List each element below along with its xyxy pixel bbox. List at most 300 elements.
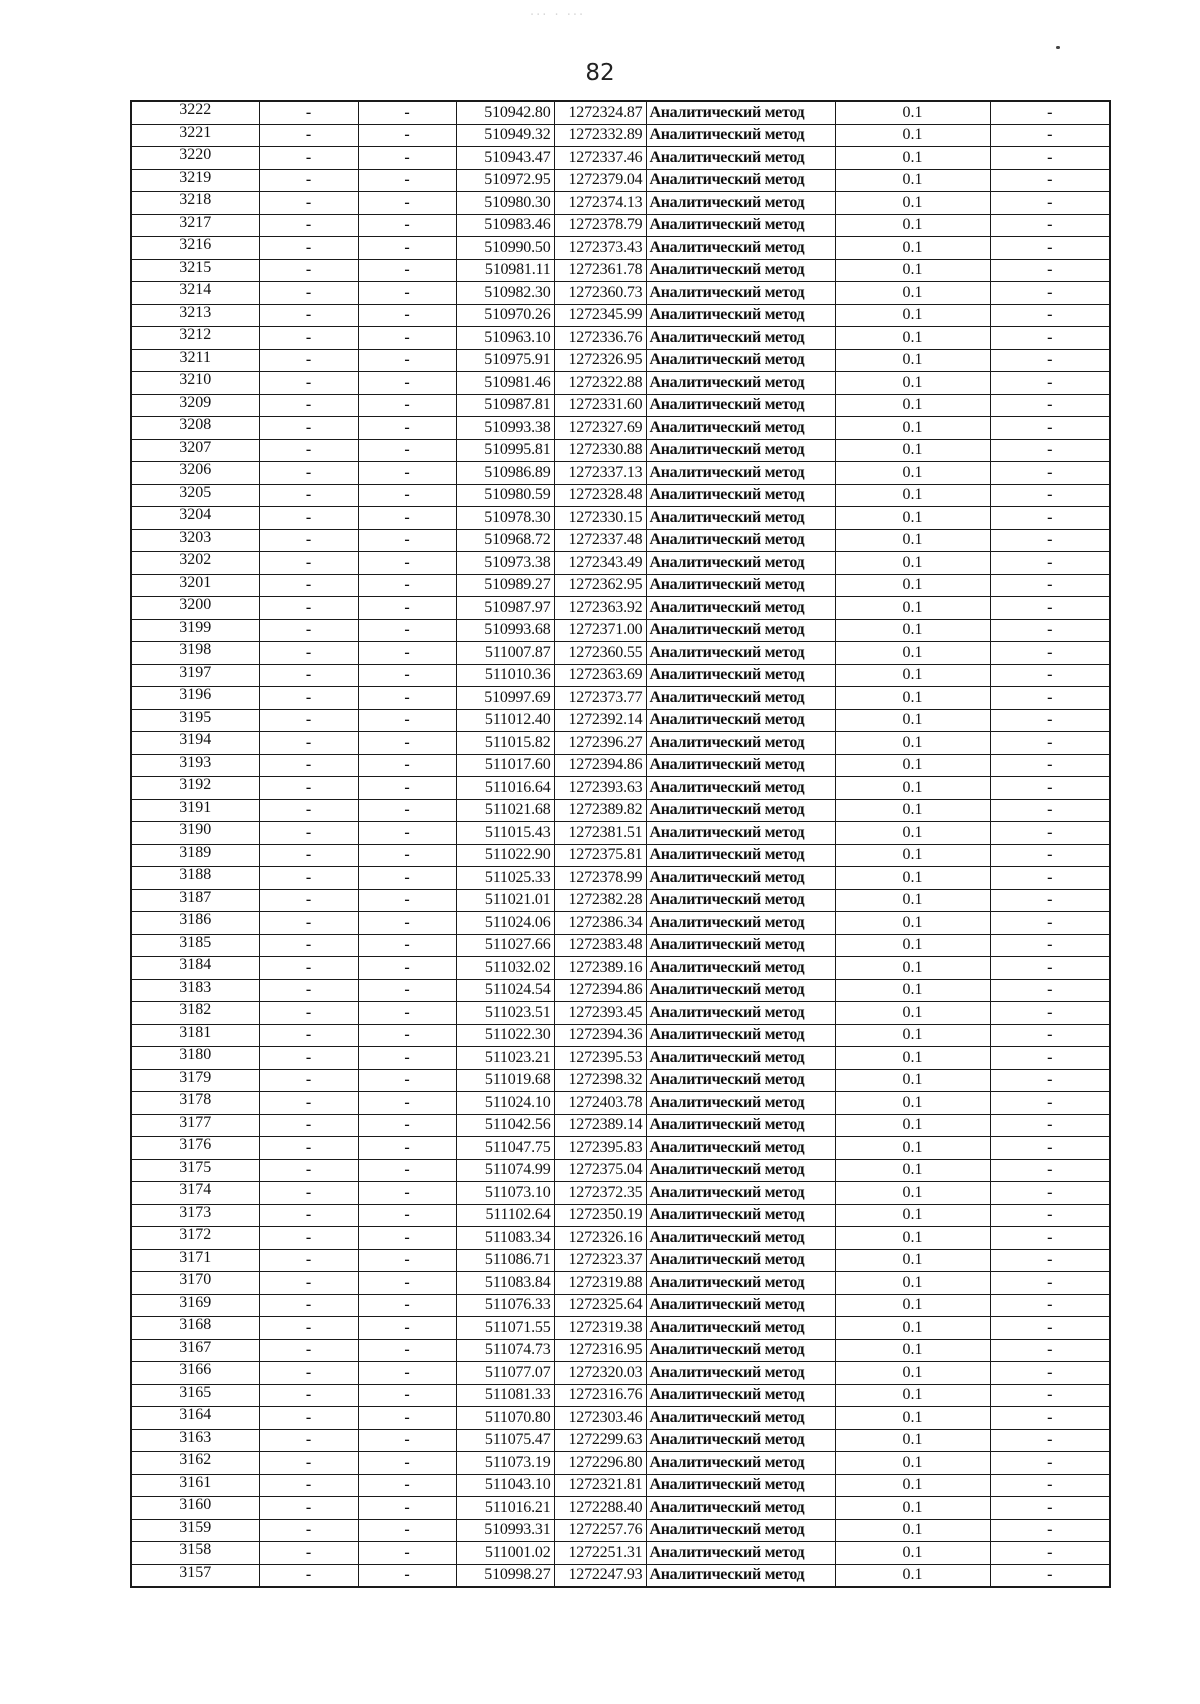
table-row xyxy=(131,372,1110,395)
table-row xyxy=(131,237,1110,260)
dash-cell-1: - xyxy=(259,597,358,620)
point-number-cell: 3160 xyxy=(131,1497,259,1520)
point-number-cell: 3190 xyxy=(131,822,259,845)
dash-cell-3: - xyxy=(990,282,1110,305)
point-number-cell: 3180 xyxy=(131,1047,259,1070)
dash-cell-2: - xyxy=(358,597,456,620)
method-cell: Аналитический метод xyxy=(646,867,835,890)
table-row xyxy=(131,1407,1110,1430)
dash-cell-1: - xyxy=(259,1407,358,1430)
x-coordinate-cell: 511102.64 xyxy=(456,1204,554,1227)
accuracy-cell: 0.1 xyxy=(835,1024,990,1047)
table-row xyxy=(131,304,1110,327)
dash-cell-1: - xyxy=(259,282,358,305)
x-coordinate-cell: 511042.56 xyxy=(456,1114,554,1137)
accuracy-cell: 0.1 xyxy=(835,912,990,935)
accuracy-cell: 0.1 xyxy=(835,147,990,170)
dash-cell-1: - xyxy=(259,372,358,395)
dash-cell-1: - xyxy=(259,912,358,935)
dash-cell-3: - xyxy=(990,1047,1110,1070)
y-coordinate-cell: 1272392.14 xyxy=(554,709,646,732)
dash-cell-2: - xyxy=(358,304,456,327)
dash-cell-2: - xyxy=(358,552,456,575)
y-coordinate-cell: 1272321.81 xyxy=(554,1474,646,1497)
x-coordinate-cell: 510981.46 xyxy=(456,372,554,395)
accuracy-cell: 0.1 xyxy=(835,259,990,282)
dash-cell-2: - xyxy=(358,282,456,305)
table-row xyxy=(131,664,1110,687)
dash-cell-1: - xyxy=(259,1114,358,1137)
point-number-cell: 3191 xyxy=(131,799,259,822)
dash-cell-2: - xyxy=(358,214,456,237)
point-number-cell: 3206 xyxy=(131,462,259,485)
dash-cell-3: - xyxy=(990,574,1110,597)
dash-cell-1: - xyxy=(259,552,358,575)
table-row xyxy=(131,1362,1110,1385)
y-coordinate-cell: 1272389.82 xyxy=(554,799,646,822)
point-number-cell: 3199 xyxy=(131,619,259,642)
table-row xyxy=(131,799,1110,822)
point-number-cell: 3187 xyxy=(131,889,259,912)
dash-cell-3: - xyxy=(990,1429,1110,1452)
accuracy-cell: 0.1 xyxy=(835,1317,990,1340)
y-coordinate-cell: 1272337.48 xyxy=(554,529,646,552)
dash-cell-1: - xyxy=(259,101,358,124)
y-coordinate-cell: 1272383.48 xyxy=(554,934,646,957)
dash-cell-1: - xyxy=(259,192,358,215)
dash-cell-2: - xyxy=(358,507,456,530)
table-row xyxy=(131,1137,1110,1160)
dash-cell-2: - xyxy=(358,619,456,642)
method-cell: Аналитический метод xyxy=(646,1474,835,1497)
dash-cell-3: - xyxy=(990,1474,1110,1497)
dash-cell-3: - xyxy=(990,327,1110,350)
table-row xyxy=(131,394,1110,417)
method-cell: Аналитический метод xyxy=(646,1092,835,1115)
dash-cell-3: - xyxy=(990,1137,1110,1160)
y-coordinate-cell: 1272332.89 xyxy=(554,124,646,147)
x-coordinate-cell: 511074.99 xyxy=(456,1159,554,1182)
accuracy-cell: 0.1 xyxy=(835,372,990,395)
point-number-cell: 3198 xyxy=(131,642,259,665)
method-cell: Аналитический метод xyxy=(646,1249,835,1272)
dash-cell-2: - xyxy=(358,574,456,597)
method-cell: Аналитический метод xyxy=(646,642,835,665)
accuracy-cell: 0.1 xyxy=(835,732,990,755)
point-number-cell: 3165 xyxy=(131,1384,259,1407)
method-cell: Аналитический метод xyxy=(646,237,835,260)
accuracy-cell: 0.1 xyxy=(835,1564,990,1587)
x-coordinate-cell: 510993.68 xyxy=(456,619,554,642)
y-coordinate-cell: 1272378.79 xyxy=(554,214,646,237)
x-coordinate-cell: 511016.21 xyxy=(456,1497,554,1520)
dash-cell-3: - xyxy=(990,1024,1110,1047)
dash-cell-2: - xyxy=(358,484,456,507)
dash-cell-2: - xyxy=(358,349,456,372)
y-coordinate-cell: 1272303.46 xyxy=(554,1407,646,1430)
dash-cell-2: - xyxy=(358,327,456,350)
dash-cell-3: - xyxy=(990,552,1110,575)
y-coordinate-cell: 1272378.99 xyxy=(554,867,646,890)
dash-cell-1: - xyxy=(259,822,358,845)
point-number-cell: 3163 xyxy=(131,1429,259,1452)
method-cell: Аналитический метод xyxy=(646,664,835,687)
dash-cell-1: - xyxy=(259,1339,358,1362)
point-number-cell: 3220 xyxy=(131,147,259,170)
dash-cell-2: - xyxy=(358,1137,456,1160)
accuracy-cell: 0.1 xyxy=(835,754,990,777)
dash-cell-3: - xyxy=(990,889,1110,912)
x-coordinate-cell: 510980.30 xyxy=(456,192,554,215)
dash-cell-1: - xyxy=(259,1564,358,1587)
table-row xyxy=(131,169,1110,192)
dash-cell-1: - xyxy=(259,529,358,552)
dash-cell-1: - xyxy=(259,957,358,980)
method-cell: Аналитический метод xyxy=(646,1452,835,1475)
y-coordinate-cell: 1272403.78 xyxy=(554,1092,646,1115)
accuracy-cell: 0.1 xyxy=(835,327,990,350)
y-coordinate-cell: 1272325.64 xyxy=(554,1294,646,1317)
dash-cell-2: - xyxy=(358,912,456,935)
dash-cell-3: - xyxy=(990,664,1110,687)
point-number-cell: 3221 xyxy=(131,124,259,147)
method-cell: Аналитический метод xyxy=(646,124,835,147)
y-coordinate-cell: 1272393.63 xyxy=(554,777,646,800)
accuracy-cell: 0.1 xyxy=(835,529,990,552)
table-row xyxy=(131,867,1110,890)
dash-cell-1: - xyxy=(259,1002,358,1025)
dash-cell-1: - xyxy=(259,1519,358,1542)
accuracy-cell: 0.1 xyxy=(835,462,990,485)
dash-cell-3: - xyxy=(990,1362,1110,1385)
table-row xyxy=(131,259,1110,282)
y-coordinate-cell: 1272323.37 xyxy=(554,1249,646,1272)
dash-cell-1: - xyxy=(259,507,358,530)
x-coordinate-cell: 510997.69 xyxy=(456,687,554,710)
accuracy-cell: 0.1 xyxy=(835,1497,990,1520)
x-coordinate-cell: 511015.43 xyxy=(456,822,554,845)
point-number-cell: 3178 xyxy=(131,1092,259,1115)
x-coordinate-cell: 510975.91 xyxy=(456,349,554,372)
table-row xyxy=(131,642,1110,665)
y-coordinate-cell: 1272257.76 xyxy=(554,1519,646,1542)
y-coordinate-cell: 1272386.34 xyxy=(554,912,646,935)
dash-cell-2: - xyxy=(358,439,456,462)
dash-cell-2: - xyxy=(358,169,456,192)
table-row xyxy=(131,417,1110,440)
y-coordinate-cell: 1272363.69 xyxy=(554,664,646,687)
accuracy-cell: 0.1 xyxy=(835,214,990,237)
y-coordinate-cell: 1272247.93 xyxy=(554,1564,646,1587)
dash-cell-1: - xyxy=(259,1182,358,1205)
dash-cell-2: - xyxy=(358,709,456,732)
dash-cell-3: - xyxy=(990,709,1110,732)
dash-cell-3: - xyxy=(990,1407,1110,1430)
point-number-cell: 3175 xyxy=(131,1159,259,1182)
accuracy-cell: 0.1 xyxy=(835,1474,990,1497)
x-coordinate-cell: 510978.30 xyxy=(456,507,554,530)
accuracy-cell: 0.1 xyxy=(835,192,990,215)
point-number-cell: 3210 xyxy=(131,372,259,395)
method-cell: Аналитический метод xyxy=(646,552,835,575)
table-row xyxy=(131,1092,1110,1115)
dash-cell-3: - xyxy=(990,822,1110,845)
accuracy-cell: 0.1 xyxy=(835,507,990,530)
dash-cell-2: - xyxy=(358,957,456,980)
method-cell: Аналитический метод xyxy=(646,687,835,710)
point-number-cell: 3172 xyxy=(131,1227,259,1250)
dash-cell-1: - xyxy=(259,1204,358,1227)
x-coordinate-cell: 510993.38 xyxy=(456,417,554,440)
y-coordinate-cell: 1272394.86 xyxy=(554,754,646,777)
x-coordinate-cell: 510972.95 xyxy=(456,169,554,192)
accuracy-cell: 0.1 xyxy=(835,349,990,372)
point-number-cell: 3158 xyxy=(131,1542,259,1565)
dash-cell-1: - xyxy=(259,259,358,282)
dash-cell-2: - xyxy=(358,1204,456,1227)
x-coordinate-cell: 511017.60 xyxy=(456,754,554,777)
dash-cell-1: - xyxy=(259,1227,358,1250)
y-coordinate-cell: 1272374.13 xyxy=(554,192,646,215)
table-row xyxy=(131,1249,1110,1272)
dash-cell-2: - xyxy=(358,1024,456,1047)
x-coordinate-cell: 510949.32 xyxy=(456,124,554,147)
table-row xyxy=(131,1294,1110,1317)
dash-cell-2: - xyxy=(358,1519,456,1542)
y-coordinate-cell: 1272324.87 xyxy=(554,101,646,124)
x-coordinate-cell: 511032.02 xyxy=(456,957,554,980)
dash-cell-2: - xyxy=(358,259,456,282)
dash-cell-3: - xyxy=(990,1272,1110,1295)
x-coordinate-cell: 511010.36 xyxy=(456,664,554,687)
x-coordinate-cell: 511023.51 xyxy=(456,1002,554,1025)
dash-cell-3: - xyxy=(990,867,1110,890)
dash-cell-1: - xyxy=(259,732,358,755)
dash-cell-2: - xyxy=(358,1272,456,1295)
dash-cell-2: - xyxy=(358,462,456,485)
y-coordinate-cell: 1272361.78 xyxy=(554,259,646,282)
dash-cell-1: - xyxy=(259,1542,358,1565)
dash-cell-3: - xyxy=(990,799,1110,822)
method-cell: Аналитический метод xyxy=(646,934,835,957)
method-cell: Аналитический метод xyxy=(646,1227,835,1250)
dash-cell-1: - xyxy=(259,574,358,597)
dash-cell-1: - xyxy=(259,237,358,260)
table-row xyxy=(131,1182,1110,1205)
method-cell: Аналитический метод xyxy=(646,1047,835,1070)
x-coordinate-cell: 511073.10 xyxy=(456,1182,554,1205)
y-coordinate-cell: 1272350.19 xyxy=(554,1204,646,1227)
table-row xyxy=(131,462,1110,485)
dash-cell-2: - xyxy=(358,529,456,552)
table-row xyxy=(131,844,1110,867)
accuracy-cell: 0.1 xyxy=(835,101,990,124)
dash-cell-2: - xyxy=(358,237,456,260)
dash-cell-3: - xyxy=(990,754,1110,777)
accuracy-cell: 0.1 xyxy=(835,619,990,642)
point-number-cell: 3194 xyxy=(131,732,259,755)
table-row xyxy=(131,597,1110,620)
dash-cell-2: - xyxy=(358,1362,456,1385)
dash-cell-3: - xyxy=(990,349,1110,372)
point-number-cell: 3188 xyxy=(131,867,259,890)
method-cell: Аналитический метод xyxy=(646,1272,835,1295)
x-coordinate-cell: 511007.87 xyxy=(456,642,554,665)
x-coordinate-cell: 511012.40 xyxy=(456,709,554,732)
accuracy-cell: 0.1 xyxy=(835,394,990,417)
accuracy-cell: 0.1 xyxy=(835,799,990,822)
scan-speck xyxy=(1056,46,1060,49)
point-number-cell: 3176 xyxy=(131,1137,259,1160)
method-cell: Аналитический метод xyxy=(646,327,835,350)
dash-cell-2: - xyxy=(358,1452,456,1475)
dash-cell-2: - xyxy=(358,822,456,845)
point-number-cell: 3215 xyxy=(131,259,259,282)
dash-cell-2: - xyxy=(358,101,456,124)
table-row xyxy=(131,1002,1110,1025)
y-coordinate-cell: 1272328.48 xyxy=(554,484,646,507)
dash-cell-3: - xyxy=(990,1519,1110,1542)
table-row xyxy=(131,101,1110,124)
y-coordinate-cell: 1272373.77 xyxy=(554,687,646,710)
dash-cell-3: - xyxy=(990,1384,1110,1407)
x-coordinate-cell: 510968.72 xyxy=(456,529,554,552)
dash-cell-1: - xyxy=(259,1429,358,1452)
dash-cell-2: - xyxy=(358,687,456,710)
dash-cell-1: - xyxy=(259,1294,358,1317)
method-cell: Аналитический метод xyxy=(646,1002,835,1025)
table-row xyxy=(131,552,1110,575)
point-number-cell: 3213 xyxy=(131,304,259,327)
accuracy-cell: 0.1 xyxy=(835,1092,990,1115)
dash-cell-2: - xyxy=(358,754,456,777)
x-coordinate-cell: 511047.75 xyxy=(456,1137,554,1160)
table-row xyxy=(131,1474,1110,1497)
dash-cell-1: - xyxy=(259,1249,358,1272)
y-coordinate-cell: 1272316.76 xyxy=(554,1384,646,1407)
y-coordinate-cell: 1272337.13 xyxy=(554,462,646,485)
point-number-cell: 3162 xyxy=(131,1452,259,1475)
x-coordinate-cell: 510943.47 xyxy=(456,147,554,170)
dash-cell-3: - xyxy=(990,1317,1110,1340)
dash-cell-2: - xyxy=(358,642,456,665)
dash-cell-1: - xyxy=(259,1092,358,1115)
method-cell: Аналитический метод xyxy=(646,1362,835,1385)
method-cell: Аналитический метод xyxy=(646,214,835,237)
accuracy-cell: 0.1 xyxy=(835,709,990,732)
table-row xyxy=(131,1069,1110,1092)
dash-cell-2: - xyxy=(358,1564,456,1587)
point-number-cell: 3203 xyxy=(131,529,259,552)
method-cell: Аналитический метод xyxy=(646,1429,835,1452)
table-row xyxy=(131,147,1110,170)
x-coordinate-cell: 510987.97 xyxy=(456,597,554,620)
dash-cell-1: - xyxy=(259,1362,358,1385)
table-row xyxy=(131,1339,1110,1362)
table-row xyxy=(131,934,1110,957)
point-number-cell: 3169 xyxy=(131,1294,259,1317)
table-row xyxy=(131,214,1110,237)
y-coordinate-cell: 1272319.38 xyxy=(554,1317,646,1340)
y-coordinate-cell: 1272251.31 xyxy=(554,1542,646,1565)
y-coordinate-cell: 1272336.76 xyxy=(554,327,646,350)
table-row xyxy=(131,1384,1110,1407)
dash-cell-2: - xyxy=(358,867,456,890)
x-coordinate-cell: 511021.68 xyxy=(456,799,554,822)
point-number-cell: 3197 xyxy=(131,664,259,687)
table-row xyxy=(131,1429,1110,1452)
dash-cell-3: - xyxy=(990,214,1110,237)
dash-cell-1: - xyxy=(259,484,358,507)
y-coordinate-cell: 1272381.51 xyxy=(554,822,646,845)
method-cell: Аналитический метод xyxy=(646,777,835,800)
point-number-cell: 3209 xyxy=(131,394,259,417)
dash-cell-1: - xyxy=(259,462,358,485)
method-cell: Аналитический метод xyxy=(646,822,835,845)
dash-cell-1: - xyxy=(259,1317,358,1340)
method-cell: Аналитический метод xyxy=(646,1519,835,1542)
accuracy-cell: 0.1 xyxy=(835,282,990,305)
table-row xyxy=(131,1024,1110,1047)
accuracy-cell: 0.1 xyxy=(835,1542,990,1565)
point-number-cell: 3201 xyxy=(131,574,259,597)
y-coordinate-cell: 1272382.28 xyxy=(554,889,646,912)
dash-cell-3: - xyxy=(990,979,1110,1002)
dash-cell-3: - xyxy=(990,1069,1110,1092)
dash-cell-3: - xyxy=(990,777,1110,800)
x-coordinate-cell: 510981.11 xyxy=(456,259,554,282)
x-coordinate-cell: 511024.54 xyxy=(456,979,554,1002)
x-coordinate-cell: 511075.47 xyxy=(456,1429,554,1452)
dash-cell-2: - xyxy=(358,1497,456,1520)
dash-cell-2: - xyxy=(358,394,456,417)
method-cell: Аналитический метод xyxy=(646,799,835,822)
x-coordinate-cell: 510942.80 xyxy=(456,101,554,124)
dash-cell-3: - xyxy=(990,101,1110,124)
point-number-cell: 3195 xyxy=(131,709,259,732)
dash-cell-2: - xyxy=(358,1429,456,1452)
accuracy-cell: 0.1 xyxy=(835,1272,990,1295)
dash-cell-2: - xyxy=(358,192,456,215)
table-row xyxy=(131,822,1110,845)
point-number-cell: 3186 xyxy=(131,912,259,935)
y-coordinate-cell: 1272330.15 xyxy=(554,507,646,530)
y-coordinate-cell: 1272360.55 xyxy=(554,642,646,665)
table-row xyxy=(131,574,1110,597)
dash-cell-2: - xyxy=(358,1182,456,1205)
method-cell: Аналитический метод xyxy=(646,394,835,417)
accuracy-cell: 0.1 xyxy=(835,889,990,912)
dash-cell-2: - xyxy=(358,1159,456,1182)
accuracy-cell: 0.1 xyxy=(835,304,990,327)
x-coordinate-cell: 511001.02 xyxy=(456,1542,554,1565)
point-number-cell: 3212 xyxy=(131,327,259,350)
point-number-cell: 3157 xyxy=(131,1564,259,1587)
table-row xyxy=(131,754,1110,777)
accuracy-cell: 0.1 xyxy=(835,484,990,507)
x-coordinate-cell: 510970.26 xyxy=(456,304,554,327)
dash-cell-2: - xyxy=(358,979,456,1002)
y-coordinate-cell: 1272371.00 xyxy=(554,619,646,642)
dash-cell-1: - xyxy=(259,979,358,1002)
y-coordinate-cell: 1272360.73 xyxy=(554,282,646,305)
table-row xyxy=(131,529,1110,552)
accuracy-cell: 0.1 xyxy=(835,1159,990,1182)
table-row xyxy=(131,732,1110,755)
method-cell: Аналитический метод xyxy=(646,1384,835,1407)
method-cell: Аналитический метод xyxy=(646,1024,835,1047)
point-number-cell: 3196 xyxy=(131,687,259,710)
